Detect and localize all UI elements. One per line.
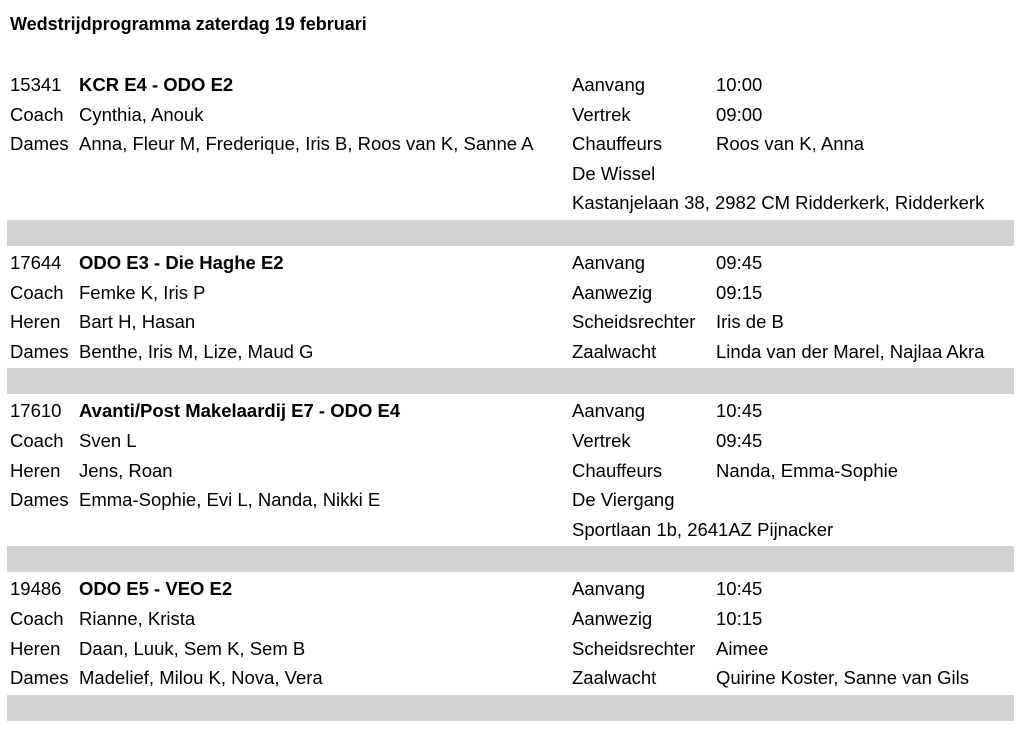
role-names-coach: Cynthia, Anouk (79, 103, 204, 125)
match-block (7, 248, 1014, 366)
detail-value-aanwezig: 10:15 (716, 607, 763, 629)
detail-label-de-wissel: De Wissel (572, 162, 656, 184)
detail-label-aanvang: Aanvang (572, 400, 646, 422)
match-row (7, 515, 1014, 545)
detail-value-zaalwacht: Quirine Koster, Sanne van Gils (716, 667, 969, 689)
detail-label-kastanjelaan-38-2982-cm-ridderkerk-ridderkerk: Kastanjelaan 38, 2982 CM Ridderkerk, Ridderkerk (572, 192, 985, 214)
role-label-coach: Coach (10, 607, 64, 629)
detail-label-sportlaan-1b-2641az-pijnacker: Sportlaan 1b, 2641AZ Pijnacker (572, 518, 834, 540)
match-row (7, 663, 1014, 693)
match-title: ODO E3 - Die Haghe E2 (79, 251, 284, 273)
role-label-heren: Heren (10, 311, 61, 333)
match-separator (7, 220, 1014, 246)
match-row (7, 100, 1014, 130)
role-label-dames: Dames (10, 489, 69, 511)
match-row (7, 604, 1014, 634)
match-code: 17644 (10, 251, 62, 273)
detail-value-scheidsrechter: Aimee (716, 637, 769, 659)
detail-label-zaalwacht: Zaalwacht (572, 667, 657, 689)
role-names-heren: Daan, Luuk, Sem K, Sem B (79, 637, 306, 659)
role-label-heren: Heren (10, 459, 61, 481)
match-code: 19486 (10, 578, 62, 600)
match-block (7, 574, 1014, 692)
detail-value-zaalwacht: Linda van der Marel, Najlaa Akra (716, 340, 985, 362)
detail-value-aanvang: 10:45 (716, 578, 763, 600)
detail-value-chauffeurs: Nanda, Emma-Sophie (716, 459, 899, 481)
role-names-dames: Emma-Sophie, Evi L, Nanda, Nikki E (79, 489, 381, 511)
match-row (7, 278, 1014, 308)
detail-label-vertrek: Vertrek (572, 429, 631, 451)
match-row (7, 456, 1014, 486)
match-code: 17610 (10, 400, 62, 422)
match-title: Avanti/Post Makelaardij E7 - ODO E4 (79, 400, 401, 422)
role-names-dames: Benthe, Iris M, Lize, Maud G (79, 340, 314, 362)
match-row (7, 159, 1014, 189)
role-label-dames: Dames (10, 340, 69, 362)
detail-label-aanvang: Aanvang (572, 251, 646, 273)
match-title: ODO E5 - VEO E2 (79, 578, 233, 600)
match-row (7, 129, 1014, 159)
match-row (7, 248, 1014, 278)
role-names-coach: Femke K, Iris P (79, 281, 206, 303)
detail-label-aanwezig: Aanwezig (572, 281, 653, 303)
match-row (7, 70, 1014, 100)
role-label-dames: Dames (10, 133, 69, 155)
match-code: 15341 (10, 74, 62, 95)
match-separator (7, 546, 1014, 572)
detail-label-scheidsrechter: Scheidsrechter (572, 637, 696, 659)
match-row (7, 396, 1014, 426)
match-block (7, 396, 1014, 544)
role-label-coach: Coach (10, 429, 64, 451)
role-names-coach: Sven L (79, 429, 137, 451)
detail-value-aanwezig: 09:15 (716, 281, 763, 303)
detail-label-vertrek: Vertrek (572, 103, 631, 125)
match-block (7, 70, 1014, 218)
detail-value-scheidsrechter: Iris de B (716, 311, 784, 333)
role-label-heren: Heren (10, 637, 61, 659)
match-row (7, 307, 1014, 337)
detail-value-aanvang: 10:45 (716, 400, 763, 422)
role-names-dames: Anna, Fleur M, Frederique, Iris B, Roos van K, Sanne A (79, 133, 534, 155)
detail-value-aanvang: 10:00 (716, 74, 763, 95)
role-names-dames: Madelief, Milou K, Nova, Vera (79, 667, 323, 689)
match-row (7, 634, 1014, 664)
role-names-coach: Rianne, Krista (79, 607, 196, 629)
role-label-coach: Coach (10, 281, 64, 303)
detail-label-scheidsrechter: Scheidsrechter (572, 311, 696, 333)
match-separator (7, 368, 1014, 394)
page-title: Wedstrijdprogramma zaterdag 19 februari (10, 14, 367, 34)
detail-value-vertrek: 09:45 (716, 429, 763, 451)
match-title: KCR E4 - ODO E2 (79, 74, 234, 95)
role-label-coach: Coach (10, 103, 64, 125)
detail-value-vertrek: 09:00 (716, 103, 763, 125)
detail-label-aanvang: Aanvang (572, 74, 646, 95)
detail-label-aanvang: Aanvang (572, 578, 646, 600)
detail-label-chauffeurs: Chauffeurs (572, 133, 663, 155)
match-row (7, 574, 1014, 604)
detail-value-aanvang: 09:45 (716, 251, 763, 273)
match-row (7, 426, 1014, 456)
match-separator (7, 695, 1014, 721)
detail-label-de-viergang: De Viergang (572, 489, 675, 511)
detail-value-chauffeurs: Roos van K, Anna (716, 133, 865, 155)
detail-label-chauffeurs: Chauffeurs (572, 459, 663, 481)
match-row (7, 188, 1014, 218)
role-label-dames: Dames (10, 667, 69, 689)
match-schedule (7, 70, 1014, 723)
match-row (7, 485, 1014, 515)
match-row (7, 337, 1014, 367)
detail-label-aanwezig: Aanwezig (572, 607, 653, 629)
detail-label-zaalwacht: Zaalwacht (572, 340, 657, 362)
role-names-heren: Bart H, Hasan (79, 311, 196, 333)
role-names-heren: Jens, Roan (79, 459, 173, 481)
